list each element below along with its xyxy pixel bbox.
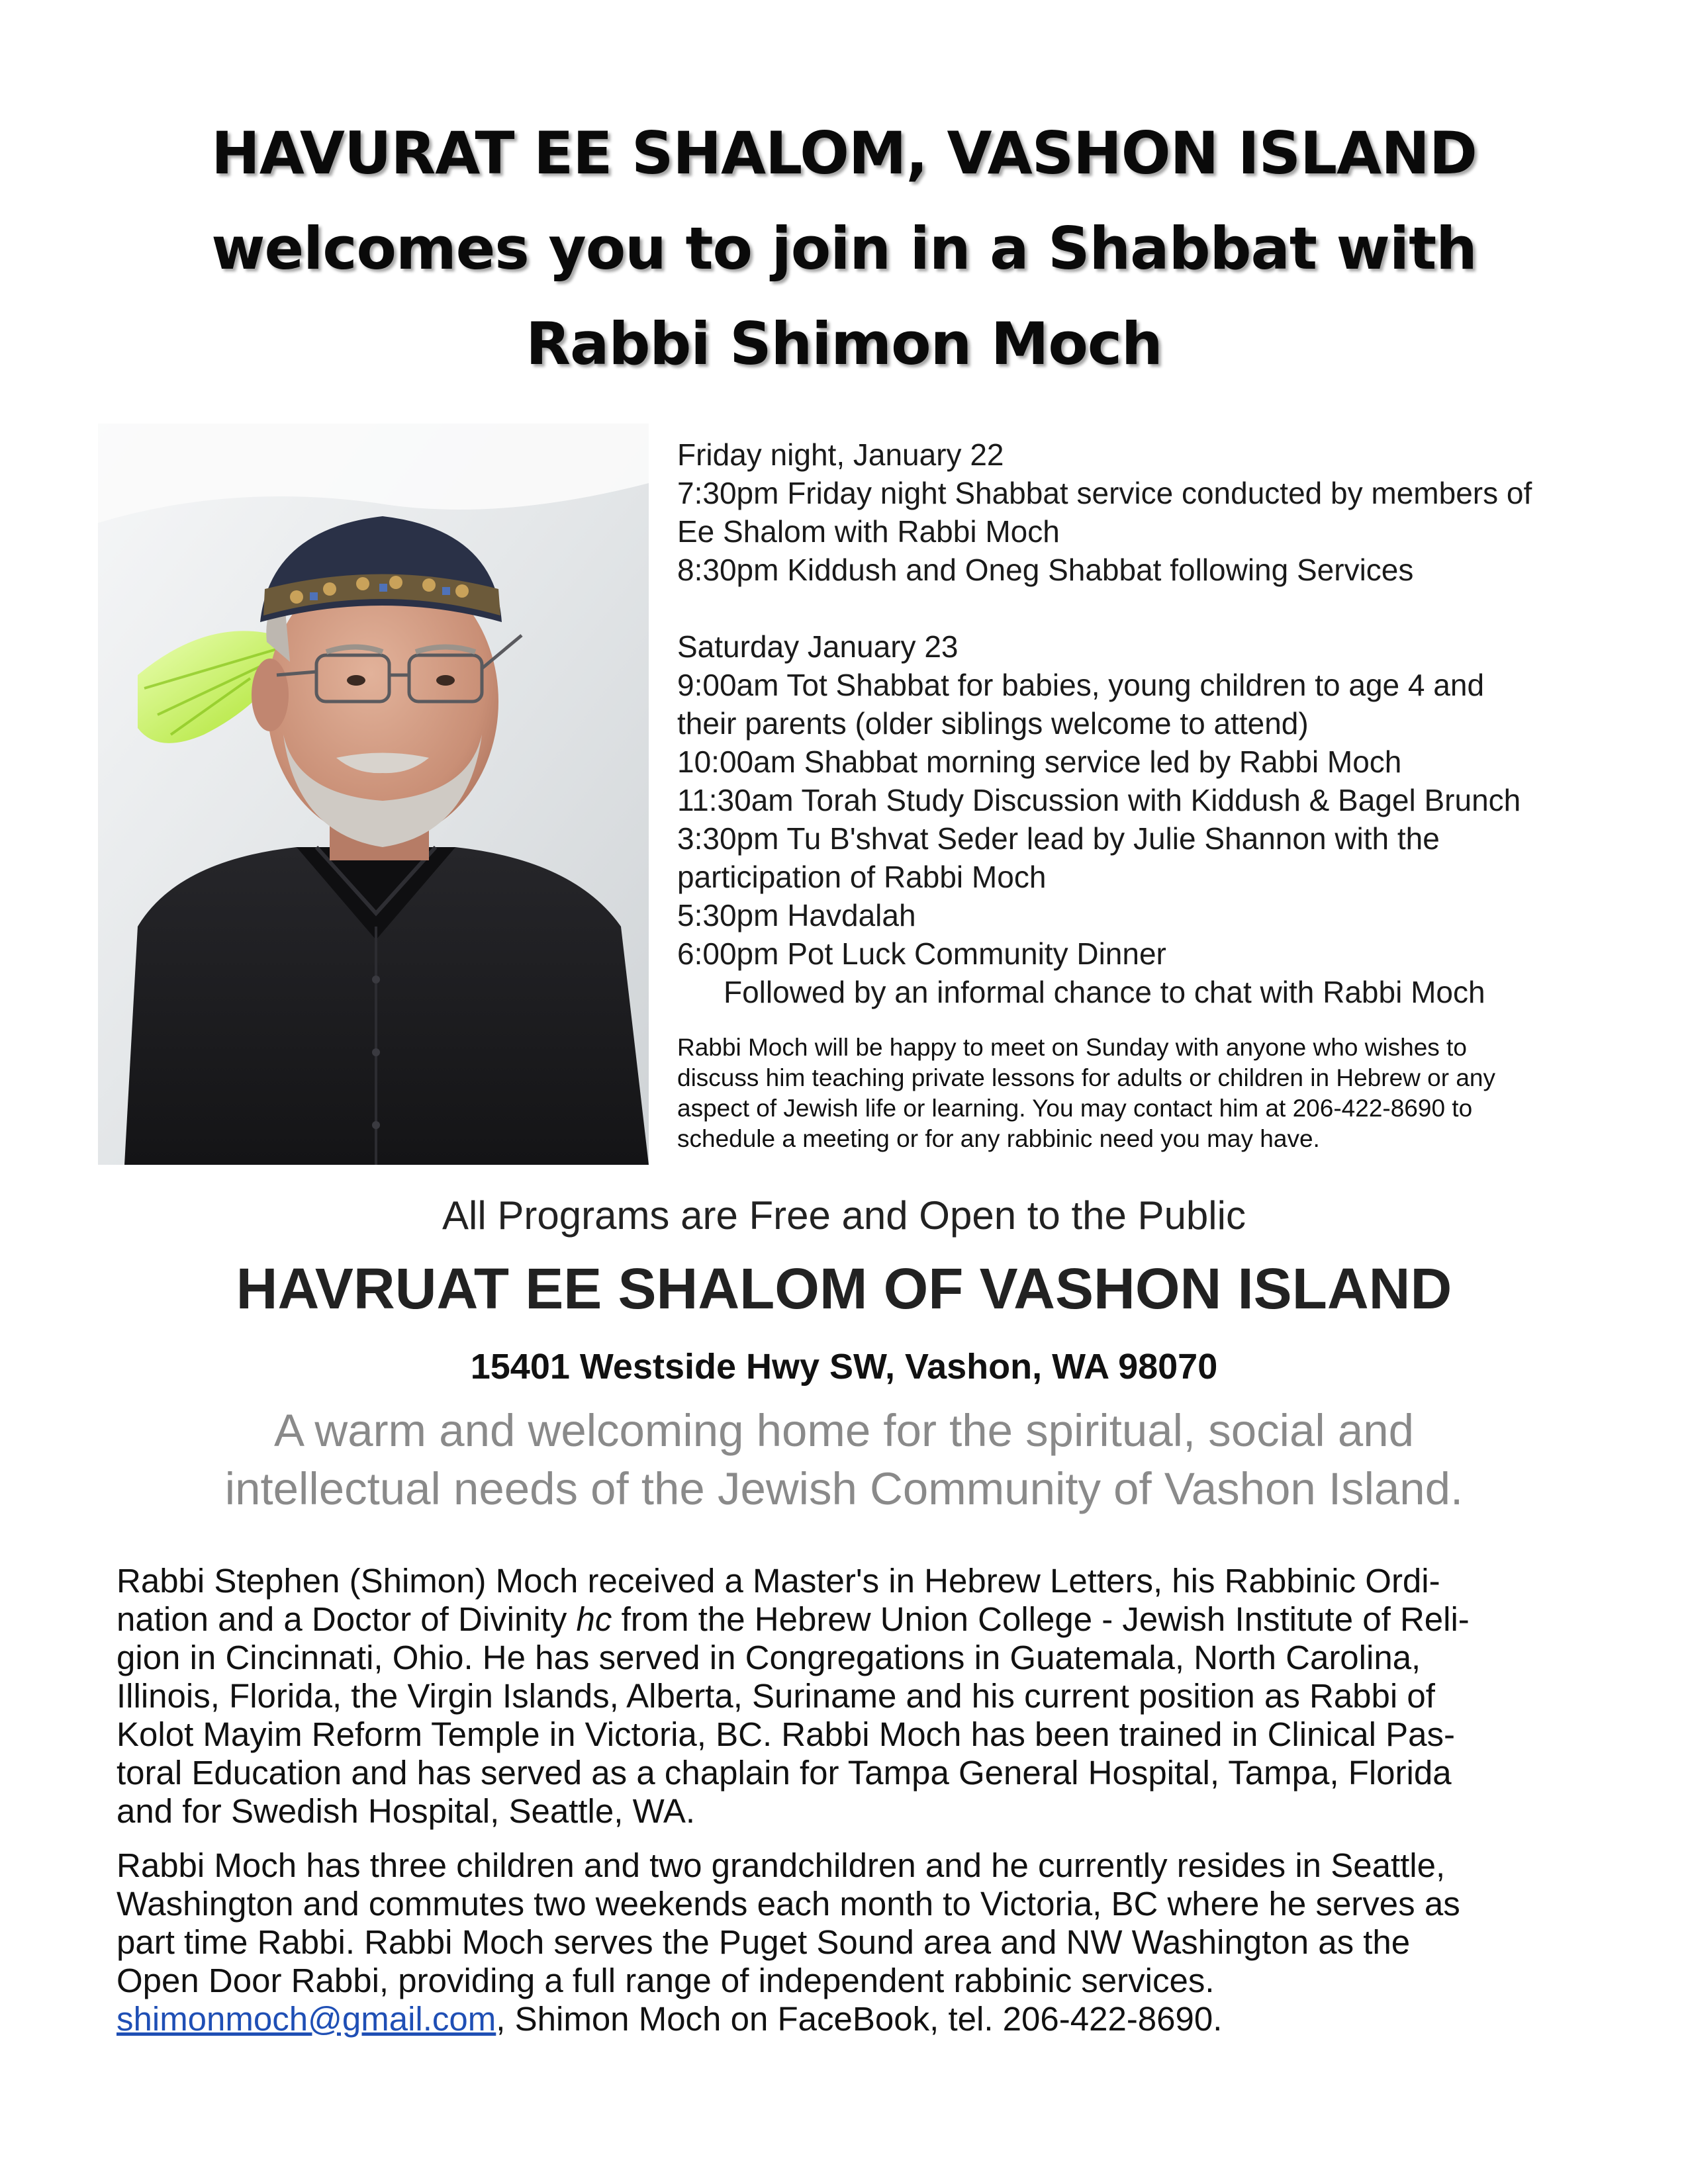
- schedule-item: 5:30pm Havdalah: [677, 898, 916, 933]
- title-line-3: Rabbi Shimon Moch: [526, 310, 1162, 378]
- bio-line: Rabbi Stephen (Shimon) Moch received a Master's in Hebrew Letters, his Rabbinic Ordi-: [117, 1562, 1440, 1600]
- tagline-line-2: intellectual needs of the Jewish Community of Vashon Island.: [224, 1463, 1464, 1514]
- schedule-item: 3:30pm Tu B'shvat Seder lead by Julie Shannon with the: [677, 821, 1440, 856]
- bio-line: Kolot Mayim Reform Temple in Victoria, BC. Rabbi Moch has been trained in Clinical Pas-: [117, 1715, 1455, 1753]
- spacer: [677, 589, 1617, 627]
- note-line: aspect of Jewish life or learning. You may contact him at 206-422-8690 to: [677, 1095, 1473, 1122]
- bio-line: and for Swedish Hospital, Seattle, WA.: [117, 1792, 696, 1830]
- schedule-item: 8:30pm Kiddush and Oneg Shabbat following Services: [677, 553, 1414, 587]
- schedule-item: participation of Rabbi Moch: [677, 860, 1047, 894]
- bio-line: Rabbi Moch has three children and two grandchildren and he currently resides in Seattle,: [117, 1846, 1446, 1884]
- sunday-meeting-note: [677, 1032, 1617, 1154]
- schedule-item: 11:30am Torah Study Discussion with Kiddush & Bagel Brunch: [677, 783, 1521, 817]
- portrait-illustration: [98, 424, 649, 1165]
- bio-line: Open Door Rabbi, providing a full range of independent rabbinic services.: [117, 1962, 1215, 1999]
- schedule-item: Ee Shalom with Rabbi Moch: [677, 514, 1060, 549]
- bio-text: from the Hebrew Union College - Jewish Institute of Reli-: [612, 1600, 1470, 1638]
- schedule-item: 7:30pm Friday night Shabbat service conducted by members of: [677, 476, 1532, 510]
- contact-details: , Shimon Moch on FaceBook, tel. 206-422-8690.: [496, 2000, 1223, 2038]
- bio-paragraph-1: [117, 1562, 1619, 1831]
- title-line-2: welcomes you to join in a Shabbat with: [211, 214, 1477, 283]
- note-line: schedule a meeting or for any rabbinic need you may have.: [677, 1125, 1320, 1152]
- email-link[interactable]: shimonmoch@gmail.com: [117, 2000, 496, 2038]
- schedule-item: their parents (older siblings welcome to attend): [677, 706, 1309, 741]
- schedule-item: Followed by an informal chance to chat with Rabbi Moch: [724, 975, 1485, 1009]
- rabbi-portrait-photo: [98, 424, 649, 1165]
- flyer-title: [66, 106, 1622, 392]
- note-line: discuss him teaching private lessons for adults or children in Hebrew or any: [677, 1064, 1495, 1091]
- contact-line: [117, 2000, 1619, 2038]
- organization-name: HAVRUAT EE SHALOM OF VASHON ISLAND: [236, 1257, 1452, 1321]
- event-schedule: [677, 435, 1617, 1011]
- schedule-item: 9:00am Tot Shabbat for babies, young children to age 4 and: [677, 668, 1485, 702]
- bio-text: nation and a Doctor of Divinity: [117, 1600, 577, 1638]
- tagline: [0, 1402, 1688, 1518]
- schedule-item: 6:00pm Pot Luck Community Dinner: [677, 936, 1166, 971]
- saturday-heading: Saturday January 23: [677, 629, 959, 664]
- bio-line: toral Education and has served as a chaplain for Tampa General Hospital, Tampa, Florida: [117, 1754, 1452, 1792]
- bio-line: Illinois, Florida, the Virgin Islands, Alberta, Suriname and his current position as Rabbi of: [117, 1677, 1435, 1715]
- tagline-line-1: A warm and welcoming home for the spiritual, social and: [273, 1405, 1414, 1456]
- schedule-item: 10:00am Shabbat morning service led by Rabbi Moch: [677, 745, 1402, 779]
- organization-address: 15401 Westside Hwy SW, Vashon, WA 98070: [470, 1347, 1218, 1387]
- bio-line: Washington and commutes two weekends each month to Victoria, BC where he serves as: [117, 1885, 1460, 1923]
- bio-line: [117, 1600, 1619, 1639]
- title-line-1: HAVURAT EE SHALOM, VASHON ISLAND: [211, 119, 1477, 187]
- free-programs-notice: All Programs are Free and Open to the Public: [442, 1193, 1246, 1238]
- rabbi-biography: [117, 1562, 1619, 2038]
- friday-heading: Friday night, January 22: [677, 437, 1004, 472]
- bio-paragraph-2: [117, 1846, 1619, 2038]
- bio-italic-hc: hc: [576, 1600, 612, 1638]
- note-line: Rabbi Moch will be happy to meet on Sunday with anyone who wishes to: [677, 1034, 1467, 1061]
- bio-line: part time Rabbi. Rabbi Moch serves the Puget Sound area and NW Washington as the: [117, 1923, 1411, 1961]
- bio-line: gion in Cincinnati, Ohio. He has served in Congregations in Guatemala, North Carolina,: [117, 1639, 1421, 1676]
